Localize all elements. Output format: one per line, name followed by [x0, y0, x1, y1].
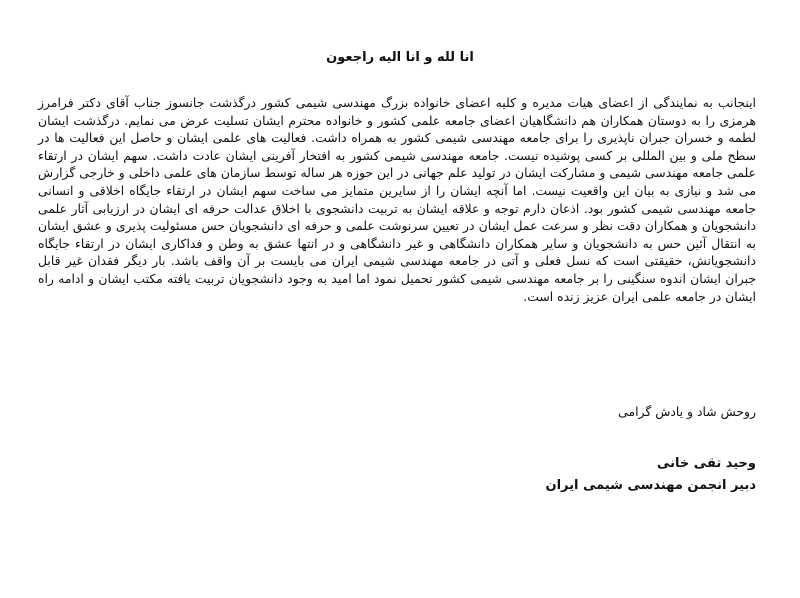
letter-body: اینجانب به نمایندگی از اعضای هیات مدیره و کلیه اعضای خانواده بزرگ مهندسی شیمی کشور درگذشت جانسوز جناب آقای دکتر فرامرز هرمزی را به دوستان همکاران هم دانشگاهیان اعضای جامعه علمی کشور و خانواده محترم ایشان تسلیت عرض می نمایم. درگذشت ایشان لطمه و خسران جبران ناپذیری را برای جامعه مهندسی شیمی کشور به همراه داشت. فعالیت های علمی ایشان و حاصل این فعالیت ها در سطح ملی و بین المللی بر کسی پوشیده نیست. جامعه مهندسی شیمی کشور به افتخار آفرینی ایشان عادت داشت. سهم ایشان در ارتقاء علمی جامعه مهندسی شیمی و مشارکت ایشان در تولید علم جهانی در این حوزه هر ساله توسط سازمان های علمی داخلی و خارجی گزارش می شد و نیازی به بیان این واقعیت نیست. اما آنچه ایشان را از سایرین متمایز می ساخت سهم ایشان در ارتقاء جایگاه اخلاقی و انسانی جامعه مهندسی شیمی کشور بود. اذعان دارم توجه و علاقه ایشان به تربیت دانشجوی با اخلاق عدالت حرفه ای ایشان در ارزیابی آثار علمی دانشجویان و همکاران دقت نظر و سرعت عمل ایشان در تعیین سرنوشت علمی و حرفه ای دانشجویان حس مسئولیت پذیری و عشق ایشان به انتقال آئین حس به دانشجویان و سایر همکاران دانشگاهی و غیر دانشگاهی و در انتها عشق به وطن و فداکاری ایشان در ارتقاء جایگاه دانشجویانش، حقیقتی است که نسل فعلی و آتی در جامعه مهندسی شیمی ایران می بایست بر آن واقف باشد. بار دیگر فقدان غیر قابل جبران ایشان اندوه سنگینی را بر جامعه مهندسی شیمی کشور تحمیل نمود اما امید به وجود دانشجویان تربیت یافته مکتب ایشان و ادامه راه ایشان در جامعه علمی ایران عزیز زنده است. — [38, 95, 756, 304]
letter-heading: انا لله و انا الیه راجعون — [326, 50, 474, 65]
letter-closing: روحش شاد و یادش گرامی — [618, 404, 756, 419]
signer-title: دبیر انجمن مهندسی شیمی ایران — [545, 478, 756, 493]
signer-name: وحید تقی خانی — [657, 456, 756, 471]
